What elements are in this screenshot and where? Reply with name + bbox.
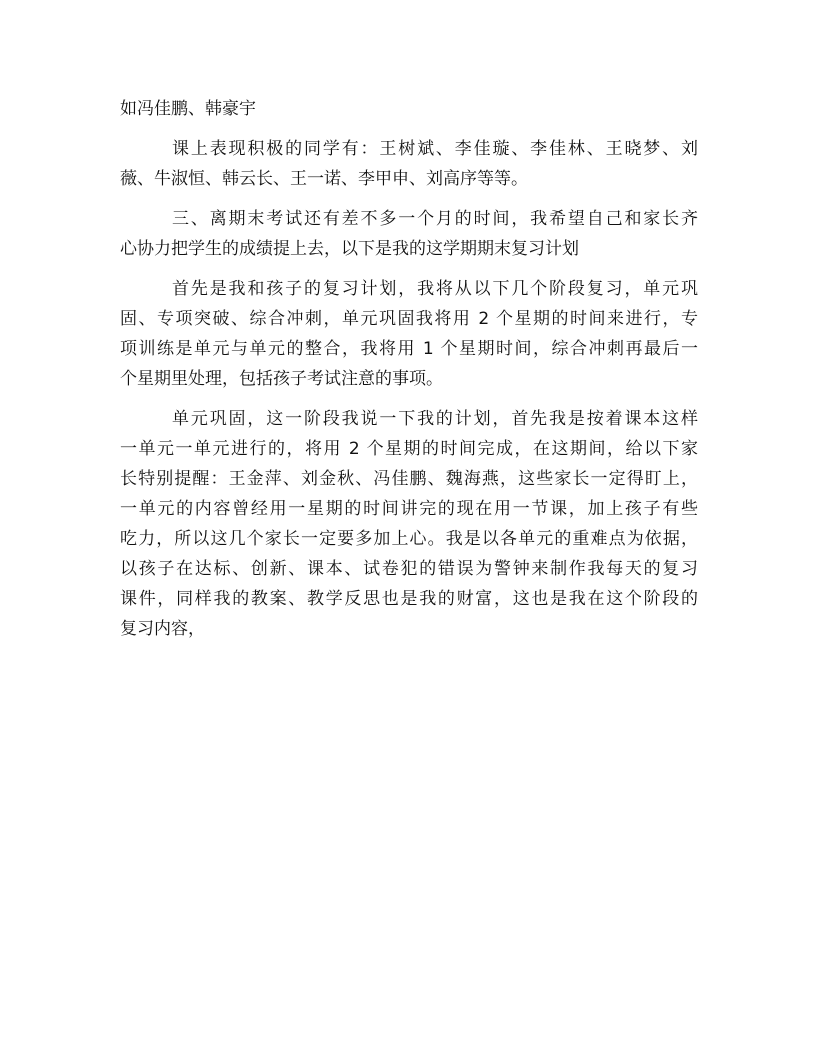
paragraph [120,94,698,124]
paragraph [120,204,698,264]
text-line: 如冯佳鹏、韩豪宇 [120,99,256,119]
text-line: 复习内容， [120,619,205,639]
document-page [120,94,698,644]
text-line: 单元巩固，这一阶段我说一下我的计划，首先我是按着课本这样 [172,409,698,429]
text-line: 项训练是单元与单元的整合，我将用 1 个星期时间，综合冲刺再最后一 [120,339,698,359]
text-line: 固、专项突破、综合冲刺，单元巩固我将用 2 个星期的时间来进行，专 [120,309,698,329]
text-line: 一单元一单元进行的，将用 2 个星期的时间完成，在这期间，给以下家 [120,439,698,459]
text-line: 课上表现积极的同学有：王树斌、李佳璇、李佳林、王晓梦、刘 [172,139,698,159]
paragraph [120,274,698,394]
text-line: 心协力把学生的成绩提上去，以下是我的这学期期末复习计划 [120,239,579,259]
text-line: 课件，同样我的教案、教学反思也是我的财富，这也是我在这个阶段的 [120,589,698,609]
text-line: 薇、牛淑恒、韩云长、王一诺、李甲申、刘高序等等。 [120,169,528,189]
text-line: 以孩子在达标、创新、课本、试卷犯的错误为警钟来制作我每天的复习 [120,559,698,579]
text-line: 三、离期末考试还有差不多一个月的时间，我希望自己和家长齐 [172,209,698,229]
text-line: 一单元的内容曾经用一星期的时间讲完的现在用一节课，加上孩子有些 [120,499,698,519]
text-line: 长特别提醒：王金萍、刘金秋、冯佳鹏、魏海燕，这些家长一定得盯上， [120,469,698,489]
text-line: 首先是我和孩子的复习计划，我将从以下几个阶段复习，单元巩 [172,279,698,299]
paragraph [120,404,698,644]
text-line: 个星期里处理，包括孩子考试注意的事项。 [120,369,443,389]
paragraph [120,134,698,194]
text-line: 吃力，所以这几个家长一定要多加上心。我是以各单元的重难点为依据， [120,529,698,549]
